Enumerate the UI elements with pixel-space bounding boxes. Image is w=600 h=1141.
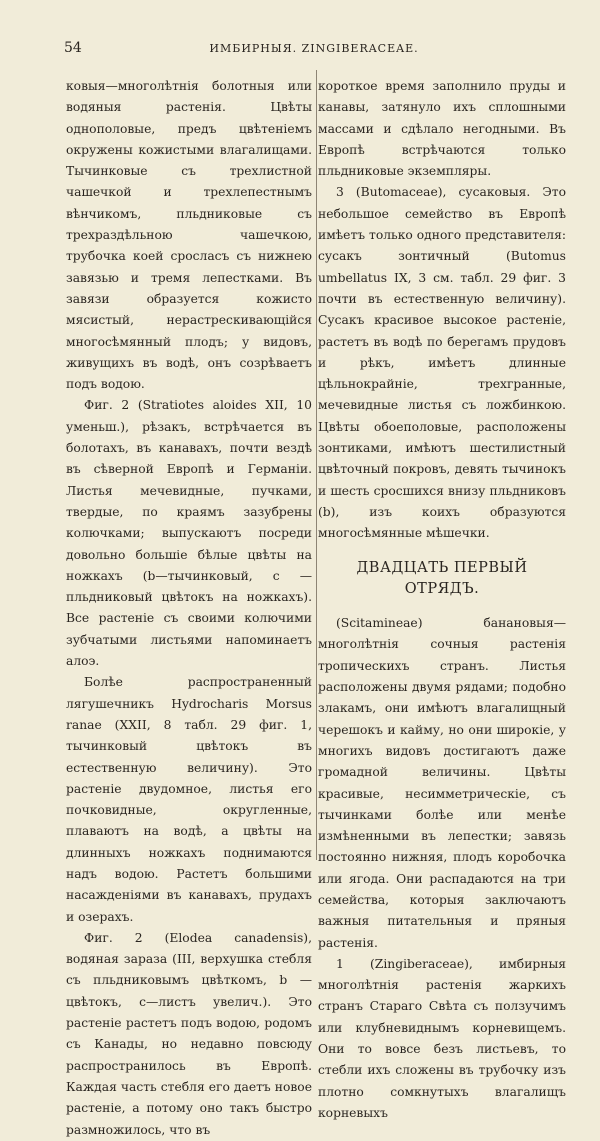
paragraph: ковыя—многолѣтнія болотныя или водяныя растенія. Цвѣты однополовые, предъ цвѣтеніемъ окружены кожистыми влагалищами. Тычинковые съ трехлистной чашечкой и трехлепестнымъ вѣнчикомъ, пльдниковые съ трехраздѣльною чашечкою, трубочка коей сросласъ съ нижнею завязью и тремя лепестками. Въ завязи образуется кожисто мясистый, нерастрескивающійся многосѣмянный плодъ; у видовъ, живущихъ въ водѣ, онъ созрѣваетъ подъ водою.: [66, 79, 312, 392]
right-column: [318, 76, 566, 1124]
paragraph: 3 (Butomaceae), сусаковыя. Это небольшое семейство въ Европѣ имѣетъ только одного представителя: сусакъ зонтичный (Butomus umbellatus IX, 3 см. табл. 29 фиг. 3 почти въ естественную величину). Сусакъ красивое высокое растеніе, растетъ въ водѣ по берегамъ прудовъ и рѣкъ, имѣетъ длинные цѣльнокрайніе, трехгранные, мечевидные листья съ ложбинкою. Цвѣты обоеполовые, расположены зонтиками, имѣютъ шестилистный цвѣточный покровъ, девять тычинокъ и шесть сросшихся внизу пльдниковъ (b), изъ коихъ образуются многосѣмянные мѣшечки.: [318, 185, 566, 541]
paragraph: Болѣе распространенный лягушечникъ Hydrocharis Morsus ranae (XXII, 8 табл. 29 фиг. 1, тычинковый цвѣтокъ въ естественную величину). Это растеніе двудомное, листья его почковидные, округленные, плаваютъ на водѣ, а цвѣты на длинныхъ ножкахъ поднимаются надъ водою. Растетъ большими насажденіями въ канавахъ, прудахъ и озерахъ.: [66, 675, 312, 924]
paragraph: короткое время заполнило пруды и канавы, затянуло ихъ сплошными массами и сдѣлало негодными. Въ Европѣ встрѣчаются только пльдниковые экземпляры.: [318, 79, 566, 179]
paragraph: (Scitamineae) банановыя—многолѣтнія сочныя растенія тропическихъ странъ. Листья расположены двумя рядами; подобно злакамъ, они имѣютъ влагалищный черешокъ и кайму, но они широкіе, у многихъ видовъ достигаютъ даже громадной величины. Цвѣты красивые, несимметрическіе, съ тычинками болѣе или менѣе измѣненными въ лепестки; завязь постоянно нижняя, плодъ коробочка или ягода. Они распадаются на три семейства, которыя заключаютъ важныя питательныя и пряныя растенія.: [318, 616, 566, 950]
section-heading: ДВАДЦАТЬ ПЕРВЫЙ ОТРЯДЪ.: [356, 559, 528, 597]
page-header: [64, 40, 564, 60]
running-title: ИМБИРНЫЯ. ZINGIBERACEAE.: [209, 42, 419, 55]
paragraph: Фиг. 2 (Elodea canadensis), водяная зараза (III, верхушка стебля съ пльдниковымъ цвѣткомъ, b — цвѣтокъ, с—листъ увелич.). Это растеніе растетъ подъ водою, родомъ съ Канады, но недавно повсюду распространилось въ Европѣ. Каждая часть стебля его даетъ новое растеніе, а потому оно такъ быстро размножилось, что въ: [66, 930, 312, 1137]
paragraph: Фиг. 2 (Stratiotes aloides XII, 10 уменьш.), рѣзакъ, встрѣчается въ болотахъ, въ канавахъ, почти вездѣ въ сѣверной Европѣ и Германіи. Листья мечевидные, пучками, твердые, по краямъ зазубрены колючками; выпускаютъ посреди довольно большіе бѣлые цвѣты на ножкахъ (b—тычинковый, с — пльдниковый цвѣтокъ на ножкахъ). Все растеніе съ своими колючими зубчатыми листьями напоминаетъ алоэ.: [66, 398, 312, 669]
paragraph: 1 (Zingiberaceae), имбирныя многолѣтнія растенія жаркихъ странъ Стараго Свѣта съ ползучимъ или клубневиднымъ корневищемъ. Они то вовсе безъ листьевъ, то стебли ихъ сложены въ трубочку изъ плотно сомкнутыхъ влагалищъ корневыхъ: [318, 956, 566, 1120]
column-divider: [316, 70, 317, 860]
left-column: [66, 76, 312, 1141]
page-number: 54: [64, 40, 82, 56]
